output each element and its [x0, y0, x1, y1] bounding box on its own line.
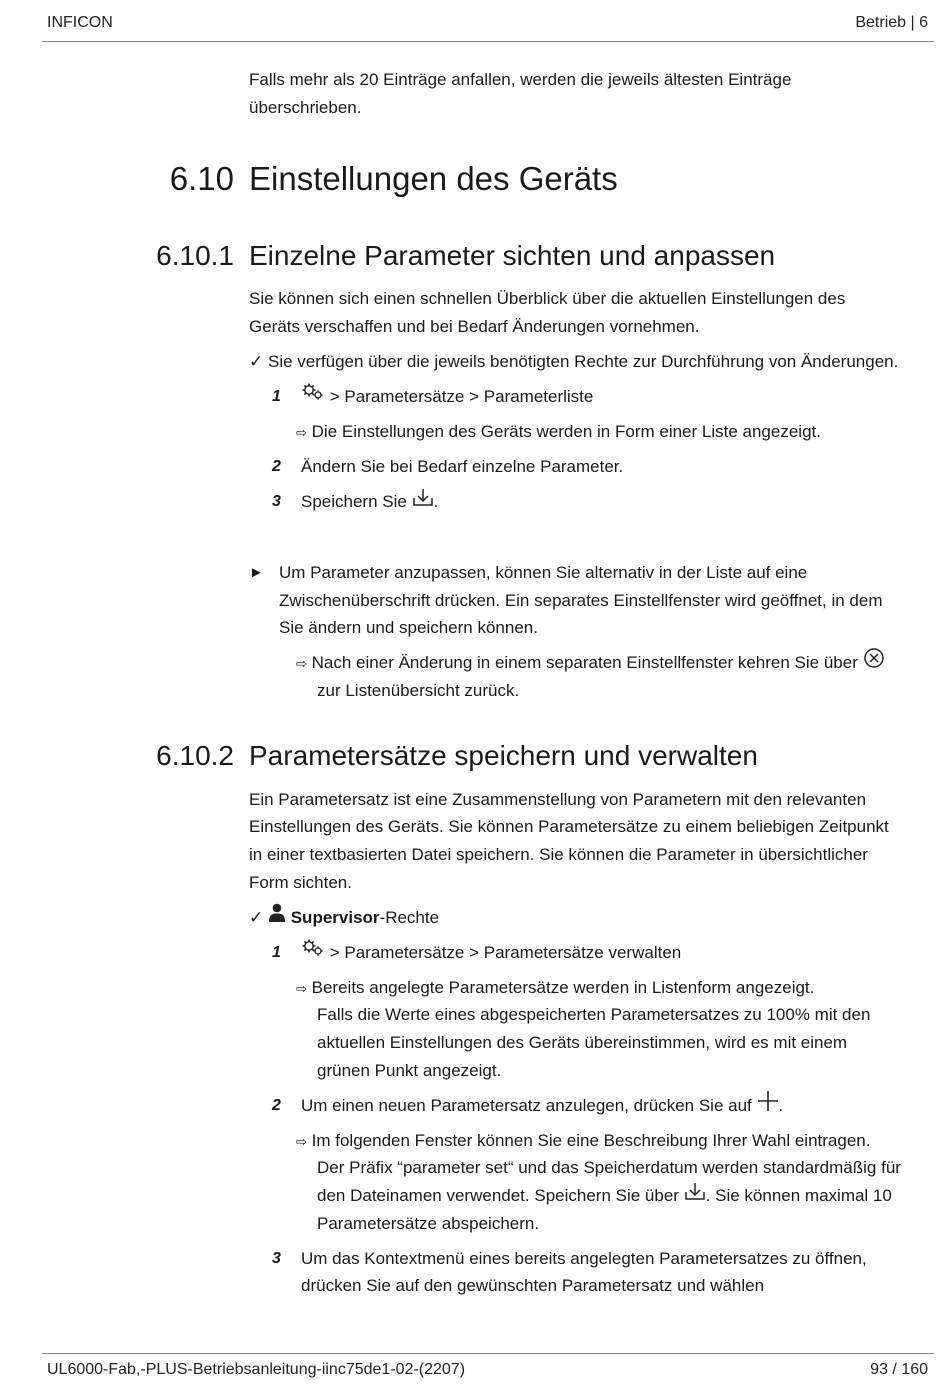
save-download-icon [412, 487, 434, 507]
section-number-6-10-1: 6.10.1 [156, 240, 234, 271]
step-3-end: . [433, 492, 439, 511]
result-item [296, 418, 821, 447]
gears-icon [301, 938, 325, 958]
tip-line: Sie ändern und speichern können. [279, 618, 538, 637]
menu-path: > Parametersätze > Parametersätze verwalten [329, 943, 682, 962]
section-title-6-10: Einstellungen des Geräts [249, 160, 618, 197]
paragraph-line: Geräts verschaffen und bei Bedarf Änderungen vornehmen. [249, 317, 700, 336]
result-text-part: . Sie können maximal 10 [705, 1186, 892, 1205]
plus-icon [757, 1090, 779, 1112]
step-3-label: Speichern Sie [301, 492, 407, 511]
tip-line: Zwischenüberschrift drücken. Ein separates Einstellfenster wird geöffnet, in dem [279, 591, 883, 610]
header-rule [42, 41, 934, 42]
result-text: Der Präfix “parameter set“ und das Speicherdatum werden standardmäßig für [317, 1158, 901, 1177]
step-number: 2 [272, 458, 281, 475]
section-number-6-10-2: 6.10.2 [156, 740, 234, 771]
result-text: aktuellen Einstellungen des Geräts übereinstimmen, wird es mit einem [317, 1033, 848, 1052]
result-text: Falls die Werte eines abgespeicherten Parametersatzes zu 100% mit den [317, 1005, 871, 1024]
result-arrow-icon: ⇨ [296, 656, 307, 671]
role-name: Supervisor [290, 908, 380, 927]
result-arrow-icon: ⇨ [296, 425, 307, 440]
step-1-text [301, 939, 681, 967]
gears-icon [301, 382, 325, 402]
menu-path: > Parametersätze > Parameterliste [329, 387, 594, 406]
intro-line-1: Falls mehr als 20 Einträge anfallen, werden die jeweils ältesten Einträge [249, 70, 792, 89]
step-2-text [301, 1092, 783, 1120]
intro-line-2: überschrieben. [249, 98, 362, 117]
step-number: 3 [272, 493, 281, 510]
save-download-icon [684, 1181, 706, 1201]
footer-document-id: UL6000-Fab,-PLUS-Betriebsanleitung-iinc75de1-02-(2207) [47, 1361, 466, 1378]
result-item [296, 649, 885, 678]
footer-rule [42, 1353, 934, 1354]
result-text: Die Einstellungen des Geräts werden in Form einer Liste angezeigt. [311, 422, 821, 441]
result-text [317, 1182, 892, 1210]
close-circle-icon [863, 647, 885, 669]
check-icon: ✓ [249, 908, 264, 927]
user-icon [268, 903, 286, 923]
footer-page-number: 93 / 160 [870, 1361, 928, 1378]
paragraph-line: Einstellungen des Geräts. Sie können Parametersätze zu einem beliebigen Zeitpunkt [249, 817, 889, 836]
header-company: INFICON [47, 14, 113, 31]
step-2-text: Ändern Sie bei Bedarf einzelne Parameter. [301, 457, 624, 476]
result-text: Parametersätze abspeichern. [317, 1214, 540, 1233]
section-title-6-10-1: Einzelne Parameter sichten und anpassen [249, 240, 776, 271]
prerequisite-item [249, 904, 439, 932]
step-number: 3 [272, 1250, 281, 1267]
header-chapter: Betrieb | 6 [855, 14, 928, 31]
step-number: 1 [272, 388, 281, 405]
result-text: Nach einer Änderung in einem separaten Einstellfenster kehren Sie über [311, 653, 858, 672]
step-2-label: Um einen neuen Parametersatz anzulegen, drücken Sie auf [301, 1096, 752, 1115]
result-text: Im folgenden Fenster können Sie eine Beschreibung Ihrer Wahl eintragen. [311, 1131, 871, 1150]
role-suffix: -Rechte [379, 908, 440, 927]
step-number: 2 [272, 1097, 281, 1114]
step-1-text [301, 383, 593, 411]
prerequisite-text: Sie verfügen über die jeweils benötigten Rechte zur Durchführung von Änderungen. [267, 352, 899, 371]
step-3-text [301, 488, 438, 516]
paragraph-line: Ein Parametersatz ist eine Zusammenstellung von Parametern mit den relevanten [249, 790, 867, 809]
section-title-6-10-2: Parametersätze speichern und verwalten [249, 740, 758, 771]
section-number-6-10: 6.10 [169, 160, 234, 197]
tip-line: Um Parameter anzupassen, können Sie alternativ in der Liste auf eine [279, 563, 808, 582]
result-arrow-icon: ⇨ [296, 1134, 307, 1149]
result-text: Bereits angelegte Parametersätze werden in Listenform angezeigt. [311, 978, 815, 997]
step-number: 1 [272, 944, 281, 961]
step-3-text: drücken Sie auf den gewünschten Parametersatz und wählen [301, 1276, 765, 1295]
paragraph-line: Sie können sich einen schnellen Überblick über die aktuellen Einstellungen des [249, 289, 846, 308]
result-text: zur Listenübersicht zurück. [317, 681, 520, 700]
result-item [296, 974, 814, 1003]
prerequisite-item [249, 348, 898, 376]
check-icon: ✓ [249, 352, 264, 371]
step-2-end: . [778, 1096, 784, 1115]
paragraph-line: Form sichten. [249, 873, 352, 892]
step-3-text: Um das Kontextmenü eines bereits angelegten Parametersatzes zu öffnen, [301, 1249, 867, 1268]
result-text: grünen Punkt angezeigt. [317, 1061, 502, 1080]
result-item [296, 1127, 870, 1156]
tip-triangle-icon: ► [249, 564, 264, 581]
paragraph-line: in einer textbasierten Datei speichern. Sie können die Parameter in übersichtlicher [249, 845, 868, 864]
result-text-part: den Dateinamen verwendet. Speichern Sie über [317, 1186, 679, 1205]
result-arrow-icon: ⇨ [296, 981, 307, 996]
